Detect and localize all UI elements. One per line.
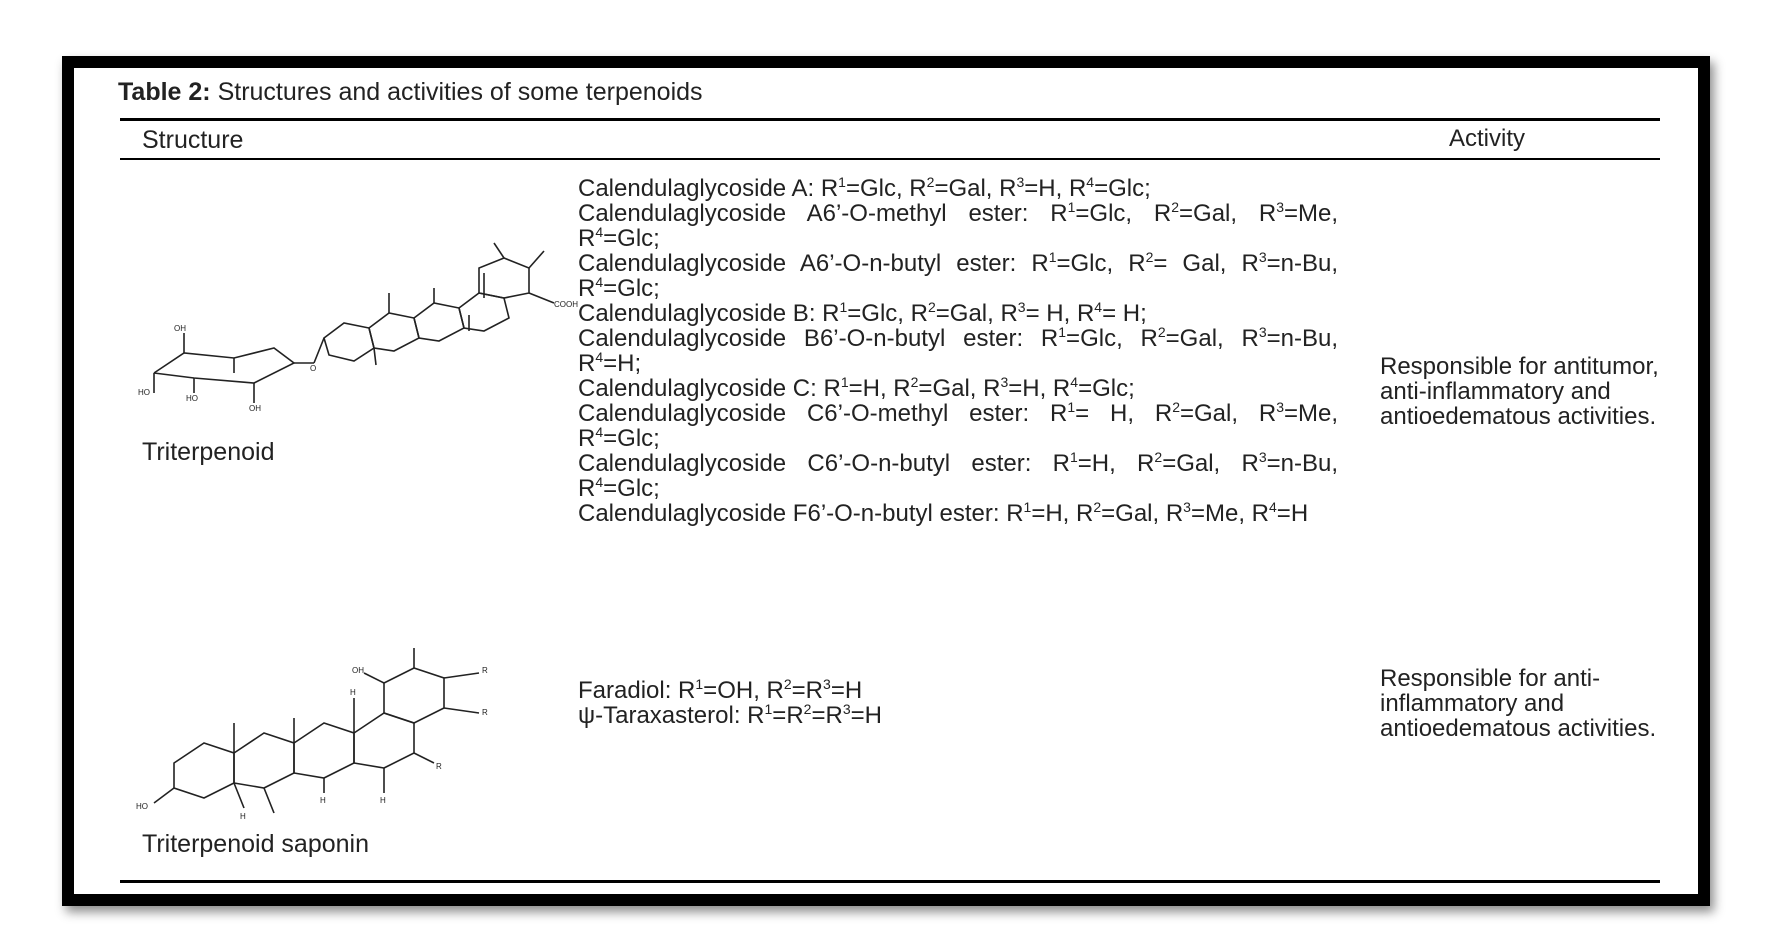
r-group-index: 2 [803,701,812,717]
compound-entry [578,201,1338,251]
compound-list-triterpenoid-saponin [578,678,1338,728]
mol1-label-1: HO [138,388,150,397]
header-rule [120,158,1660,160]
r-group-index: 4 [595,224,604,240]
r-group-index: 1 [838,174,846,190]
activity-triterpenoid-saponin: Responsible for anti-inflammatory and antioedematous activities. [1380,665,1657,742]
compound-text: Calendulaglycoside B6’-O-n-butyl ester: R [578,325,1059,352]
r-group-index: 1 [695,676,704,692]
compound-text: Calendulaglycoside B: R [578,300,840,327]
mol1-label-0: OH [174,324,186,333]
mol2-label-1: H [240,812,246,821]
compound-text: =H [850,702,882,729]
compound-text: = H, R [1025,300,1095,327]
r-group-index: 4 [1269,499,1277,515]
table-figure [62,56,1710,906]
r-group-index: 1 [764,701,773,717]
triterpenoid-structure [134,243,578,443]
compound-text: =n-Bu, R [578,450,1338,502]
r-group-index: 2 [910,374,919,390]
compound-text: =Me, R [1190,500,1269,527]
r-group-index: 2 [926,174,935,190]
compound-text: =Glc, R [847,300,928,327]
bottom-rule [120,880,1660,883]
r-group-index: 1 [839,299,848,315]
r-group-index: 4 [1086,174,1095,190]
compound-entry [578,176,1338,201]
compound-text: =H, R [1077,450,1155,477]
mol1-label-5: COOH [554,300,578,309]
compound-text: Calendulaglycoside C: R [578,375,841,402]
compound-text: =Gal, R [1162,450,1259,477]
header-activity: Activity [1449,125,1526,152]
compound-entry [578,451,1338,501]
mol1-label-3: OH [249,404,261,413]
r-group-index: 3 [842,701,851,717]
r-group-index: 3 [1000,374,1009,390]
compound-text: =Glc, R [1066,325,1158,352]
r-group-index: 4 [595,474,604,490]
r-group-index: 3 [1276,199,1284,215]
compound-text: = H; [1102,300,1147,327]
header-structure: Structure [142,126,244,154]
compound-text: Calendulaglycoside C6’-O-methyl ester: R [578,400,1068,427]
r-group-index: 2 [783,676,792,692]
compound-entry [578,251,1338,301]
top-rule [120,118,1660,121]
compound-text: =H, R [848,375,911,402]
r-group-index: 2 [1154,449,1163,465]
compound-text: =Glc, R [845,175,927,202]
compound-text: =n-Bu, R [578,250,1339,302]
r-group-index: 4 [595,349,604,365]
r-group-index: 3 [1258,449,1267,465]
r-group-index: 2 [1157,324,1166,340]
compound-text: =Gal, R [934,175,1017,202]
r-group-index: 2 [1093,499,1102,515]
r-group-index: 2 [1171,199,1180,215]
compound-entry [578,301,1338,326]
mol2-label-8: OH [352,666,364,675]
r-group-index: 2 [1145,249,1154,265]
compound-text: = H, R [1075,400,1173,427]
r-group-index: 1 [1067,399,1076,415]
mol2-label-7: R [436,762,442,771]
r-group-index: 3 [1258,249,1267,265]
triterpenoid-saponin-structure [134,643,594,833]
r-group-index: 1 [1067,199,1076,215]
compound-text: =Me, R [578,400,1339,452]
r-group-index: 1 [840,374,849,390]
compound-text: =H; [603,350,642,377]
compound-entry [578,326,1338,376]
mol2-label-0: HO [136,802,148,811]
compound-text: =Gal, R [935,300,1018,327]
mol2-label-6: R [482,708,488,717]
r-group-index: 3 [823,676,831,692]
mol1-label-2: HO [186,394,198,403]
compound-text: =H, R [1024,175,1087,202]
compound-text: =Glc; [603,225,660,252]
compound-text: =R [791,677,824,704]
compound-entry [578,401,1338,451]
compound-text: =H [1276,500,1309,527]
compound-text: =Glc; [603,425,660,452]
mol2-label-4: H [350,688,356,697]
compound-text: =Glc, R [1056,250,1146,277]
r-group-index: 3 [1258,324,1267,340]
compound-text: =Glc; [603,475,660,502]
compound-text: =R [772,702,804,729]
compound-text: =Gal, R [918,375,1001,402]
r-group-index: 2 [1172,399,1180,415]
mol1-label-4: O [310,364,317,373]
table-caption-text: Structures and activities of some terpenoids [210,78,703,106]
compound-list-triterpenoid [578,176,1338,526]
compound-text: Faradiol: R [578,677,696,704]
compound-text: =Gal, R [1165,325,1259,352]
r-group-index: 1 [1023,499,1032,515]
compound-text: Calendulaglycoside A: R [578,175,839,202]
compound-text: =n-Bu, R [578,325,1338,377]
r-group-index: 3 [1183,499,1191,515]
activity-triterpenoid: Responsible for antitumor, anti-inflammatory and antioedematous activities. [1380,353,1659,430]
compound-entry [578,678,1338,703]
mol2-label-5: R [482,666,488,675]
r-group-index: 4 [595,424,604,440]
compound-text: =R [811,702,843,729]
compound-entry [578,703,1338,728]
r-group-index: 3 [1276,399,1284,415]
compound-text: =Gal, R [1179,400,1277,427]
compound-text: Calendulaglycoside F6’-O-n-butyl ester: R [578,500,1024,527]
compound-text: Calendulaglycoside A6’-O-methyl ester: R [578,200,1068,227]
r-group-index: 2 [927,299,936,315]
mol2-label-3: H [380,796,386,805]
compound-text: =Me, R [578,200,1339,252]
compound-text: =Glc; [1094,175,1151,202]
compound-entry [578,376,1338,401]
compound-entry [578,501,1338,526]
r-group-index: 4 [1070,374,1079,390]
structure-name-triterpenoid-saponin: Triterpenoid saponin [142,830,369,858]
compound-text: =OH, R [703,677,784,704]
compound-text: =Glc, R [1075,200,1172,227]
compound-text: =H, R [1008,375,1071,402]
table-caption [118,78,703,107]
compound-text: Calendulaglycoside C6’-O-n-butyl ester: R [578,450,1070,477]
compound-text: Calendulaglycoside A6’-O-n-butyl ester: R [578,250,1049,277]
r-group-index: 1 [1048,249,1057,265]
table-caption-label: Table 2: [118,78,211,106]
r-group-index: 4 [595,274,604,290]
r-group-index: 1 [1058,324,1067,340]
mol2-label-2: H [320,796,326,805]
compound-text: ψ-Taraxasterol: R [578,702,765,729]
r-group-index: 3 [1017,299,1026,315]
structure-name-triterpenoid: Triterpenoid [142,438,275,466]
compound-text: =Glc; [1078,375,1135,402]
compound-text: =H, R [1031,500,1094,527]
compound-text: =Gal, R [1101,500,1184,527]
compound-text: = Gal, R [1153,250,1259,277]
compound-text: =H [830,677,863,704]
compound-text: =Gal, R [1179,200,1277,227]
compound-text: =Glc; [603,275,660,302]
r-group-index: 1 [1069,449,1078,465]
r-group-index: 3 [1016,174,1025,190]
r-group-index: 4 [1094,299,1103,315]
